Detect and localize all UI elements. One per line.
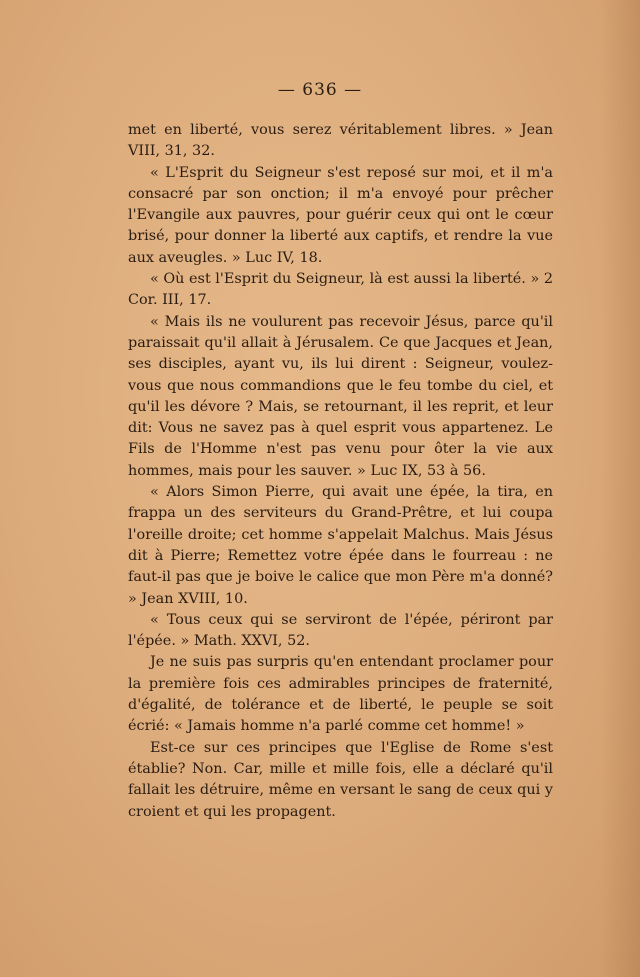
paragraph-1: met en liberté, vous serez véritablement libres. » Jean VIII, 31, 32. (128, 122, 553, 160)
paragraph-8: Est-ce sur ces principes que l'Eglise de Rome s'est établie? Non. Car, mille et mille fois, elle a déclaré qu'il fallait les détruire, même en versant le sang de ceux qui y croient et qui les propagent. (128, 739, 553, 820)
body-text (128, 120, 553, 823)
page-number: — 636 — (277, 80, 363, 100)
page-edge-shading (600, 0, 640, 977)
paragraph-5: « Alors Simon Pierre, qui avait une épée, la tira, en frappa un des serviteurs du Grand-Prêtre, et lui coupa l'oreille droite; cet homme s'appelait Malchus. Mais Jésus dit à Pierre; Remettez votre épée dans le fourreau : ne faut-il pas que je boive le calice que mon Père m'a donné? » Jean XVIII, 10. (128, 484, 553, 607)
paragraph-4: « Mais ils ne voulurent pas recevoir Jésus, parce qu'il paraissait qu'il allait à Jérusalem. Ce que Jacques et Jean, ses disciples, ayant vu, ils lui dirent : Seigneur, voulez-vous que nous commandions que le feu tombe du ciel, et qu'il les dévore ? Mais, se retournant, il les reprit, et leur dit: Vous ne savez pas à quel esprit vous appartenez. Le Fils de l'Homme n'est pas venu pour ôter la vie aux hommes, mais pour les sauver. » Luc IX, 53 à 56. (128, 313, 553, 479)
paragraph-7: Je ne suis pas surpris qu'en entendant proclamer pour la première fois ces admirables principes de fraternité, d'égalité, de tolérance et de liberté, le peuple se soit écrié: « Jamais homme n'a parlé comme cet homme! » (128, 654, 553, 735)
paragraph-3: « Où est l'Esprit du Seigneur, là est aussi la liberté. » 2 Cor. III, 17. (128, 271, 553, 309)
paragraph-6: « Tous ceux qui se serviront de l'épée, périront par l'épée. » Math. XXVI, 52. (128, 611, 553, 650)
paragraph-2: « L'Esprit du Seigneur s'est reposé sur moi, et il m'a consacré par son onction; il m'a envoyé pour prêcher l'Evangile aux pauvres, pour guérir ceux qui ont le cœur brisé, pour donner la liberté aux captifs, et rendre la vue aux aveugles. » Luc IV, 18. (128, 164, 553, 266)
